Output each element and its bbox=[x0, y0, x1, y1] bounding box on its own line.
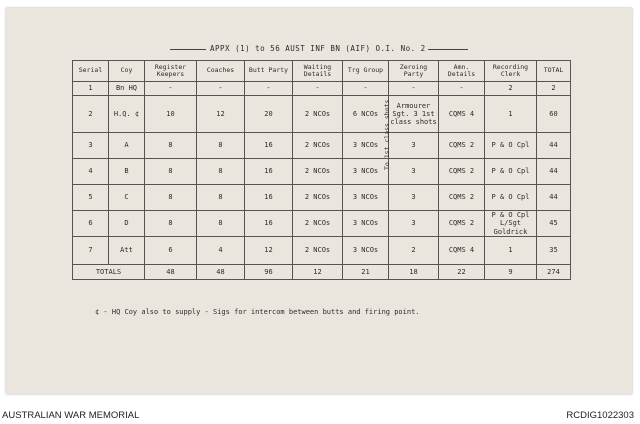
header-cell: Waiting Details bbox=[293, 61, 343, 82]
table-cell: - bbox=[145, 82, 197, 96]
title-rule-left bbox=[170, 49, 206, 50]
table-row bbox=[73, 211, 571, 237]
table-cell: CQMS 2 bbox=[439, 159, 485, 185]
title-rule-right bbox=[428, 49, 468, 50]
table-header-row bbox=[73, 61, 571, 82]
table-cell: 3 bbox=[389, 133, 439, 159]
totals-cell: 21 bbox=[343, 265, 389, 280]
header-cell: Zeroing Party bbox=[389, 61, 439, 82]
totals-cell: 48 bbox=[197, 265, 245, 280]
header-cell: Serial bbox=[73, 61, 109, 82]
table-cell: D bbox=[109, 211, 145, 237]
table-cell: 3 NCOs bbox=[343, 237, 389, 265]
table-cell: 4 bbox=[73, 159, 109, 185]
totals-cell: 12 bbox=[293, 265, 343, 280]
totals-row bbox=[73, 265, 571, 280]
table-cell: 2 bbox=[73, 96, 109, 133]
table-cell: 2 NCOs bbox=[293, 96, 343, 133]
table-cell: - bbox=[343, 82, 389, 96]
table-cell: H.Q. ¢ bbox=[109, 96, 145, 133]
table-cell: 2 NCOs bbox=[293, 185, 343, 211]
table-cell: 10 bbox=[145, 96, 197, 133]
table-cell: Bn HQ bbox=[109, 82, 145, 96]
table-cell: CQMS 2 bbox=[439, 133, 485, 159]
table-cell: 5 bbox=[73, 185, 109, 211]
table-cell: CQMS 4 bbox=[439, 237, 485, 265]
table-cell: 2 NCOs bbox=[293, 237, 343, 265]
document-title: APPX (1) to 56 AUST INF BN (AIF) O.I. No. 2 bbox=[210, 44, 426, 53]
header-cell: Recording Clerk bbox=[485, 61, 537, 82]
footnote: ¢ - HQ Coy also to supply - Sigs for intercom between butts and firing point. bbox=[95, 308, 420, 316]
archive-id: RCDIG1022303 bbox=[566, 410, 634, 421]
totals-cell: 96 bbox=[245, 265, 293, 280]
table-cell: 44 bbox=[537, 159, 571, 185]
table-cell: 8 bbox=[197, 185, 245, 211]
table-cell: 3 bbox=[389, 185, 439, 211]
table-row bbox=[73, 133, 571, 159]
table-cell: CQMS 2 bbox=[439, 185, 485, 211]
table-cell: 2 NCOs bbox=[293, 159, 343, 185]
totals-cell: 274 bbox=[537, 265, 571, 280]
table-cell: 60 bbox=[537, 96, 571, 133]
table-cell: 7 bbox=[73, 237, 109, 265]
table-cell: P & O Cpl bbox=[485, 159, 537, 185]
table-cell: 3 bbox=[73, 133, 109, 159]
totals-cell: 22 bbox=[439, 265, 485, 280]
table-cell: 3 NCOs bbox=[343, 211, 389, 237]
header-cell: Amn. Details bbox=[439, 61, 485, 82]
header-cell: Trg Group bbox=[343, 61, 389, 82]
table-row bbox=[73, 159, 571, 185]
table-row bbox=[73, 185, 571, 211]
table-cell: 16 bbox=[245, 211, 293, 237]
table-cell: 16 bbox=[245, 159, 293, 185]
table-cell: CQMS 2 bbox=[439, 211, 485, 237]
header-cell: Butt Party bbox=[245, 61, 293, 82]
table-cell: 2 bbox=[485, 82, 537, 96]
table-row bbox=[73, 82, 571, 96]
header-cell: TOTAL bbox=[537, 61, 571, 82]
table-cell: - bbox=[245, 82, 293, 96]
totals-label: TOTALS bbox=[73, 265, 145, 280]
table-cell: - bbox=[439, 82, 485, 96]
table-cell: 44 bbox=[537, 133, 571, 159]
table-cell: 8 bbox=[145, 159, 197, 185]
table-cell: 16 bbox=[245, 133, 293, 159]
header-cell: Register Keepers bbox=[145, 61, 197, 82]
table-cell: 2 NCOs bbox=[293, 211, 343, 237]
totals-cell: 18 bbox=[389, 265, 439, 280]
table-cell: 3 NCOs bbox=[343, 159, 389, 185]
table-cell: A bbox=[109, 133, 145, 159]
table-cell: 3 NCOs bbox=[343, 133, 389, 159]
table-cell: P & O Cpl L/Sgt Goldrick bbox=[485, 211, 537, 237]
table-cell: 20 bbox=[245, 96, 293, 133]
table-cell: B bbox=[109, 159, 145, 185]
table-cell: Att bbox=[109, 237, 145, 265]
table-cell: C bbox=[109, 185, 145, 211]
table-cell: 8 bbox=[197, 211, 245, 237]
table-cell: - bbox=[293, 82, 343, 96]
table-cell: 6 bbox=[145, 237, 197, 265]
table-cell: 1 bbox=[485, 96, 537, 133]
table-cell: 6 bbox=[73, 211, 109, 237]
table-cell: 3 NCOs bbox=[343, 185, 389, 211]
table-cell: - bbox=[197, 82, 245, 96]
zeroing-vertical-note: To 1st class shots bbox=[383, 99, 391, 170]
table-cell: 8 bbox=[197, 133, 245, 159]
totals-cell: 9 bbox=[485, 265, 537, 280]
table-cell: 12 bbox=[245, 237, 293, 265]
table-cell: 4 bbox=[197, 237, 245, 265]
table-cell: 2 bbox=[389, 237, 439, 265]
table-cell: Armourer Sgt. 3 1st class shots bbox=[389, 96, 439, 133]
table-cell: 1 bbox=[485, 237, 537, 265]
table-cell: 2 bbox=[537, 82, 571, 96]
table-cell: 35 bbox=[537, 237, 571, 265]
table-cell: 8 bbox=[145, 133, 197, 159]
table-cell: 3 bbox=[389, 159, 439, 185]
table-cell: 3 bbox=[389, 211, 439, 237]
table-cell: 8 bbox=[145, 211, 197, 237]
table-cell: - bbox=[389, 82, 439, 96]
header-cell: Coy bbox=[109, 61, 145, 82]
table-cell: 8 bbox=[197, 159, 245, 185]
table-cell: 6 NCOs bbox=[343, 96, 389, 133]
table-cell: CQMS 4 bbox=[439, 96, 485, 133]
table-cell: 45 bbox=[537, 211, 571, 237]
table-row bbox=[73, 96, 571, 133]
table-cell: P & O Cpl bbox=[485, 133, 537, 159]
archive-credit: AUSTRALIAN WAR MEMORIAL bbox=[2, 410, 140, 421]
header-cell: Coaches bbox=[197, 61, 245, 82]
table-cell: 12 bbox=[197, 96, 245, 133]
table-cell: 1 bbox=[73, 82, 109, 96]
appendix-table bbox=[72, 60, 571, 280]
table-row bbox=[73, 237, 571, 265]
table-cell: 2 NCOs bbox=[293, 133, 343, 159]
table-cell: 8 bbox=[145, 185, 197, 211]
table-cell: P & O Cpl bbox=[485, 185, 537, 211]
totals-cell: 48 bbox=[145, 265, 197, 280]
table-cell: 16 bbox=[245, 185, 293, 211]
table-cell: 44 bbox=[537, 185, 571, 211]
